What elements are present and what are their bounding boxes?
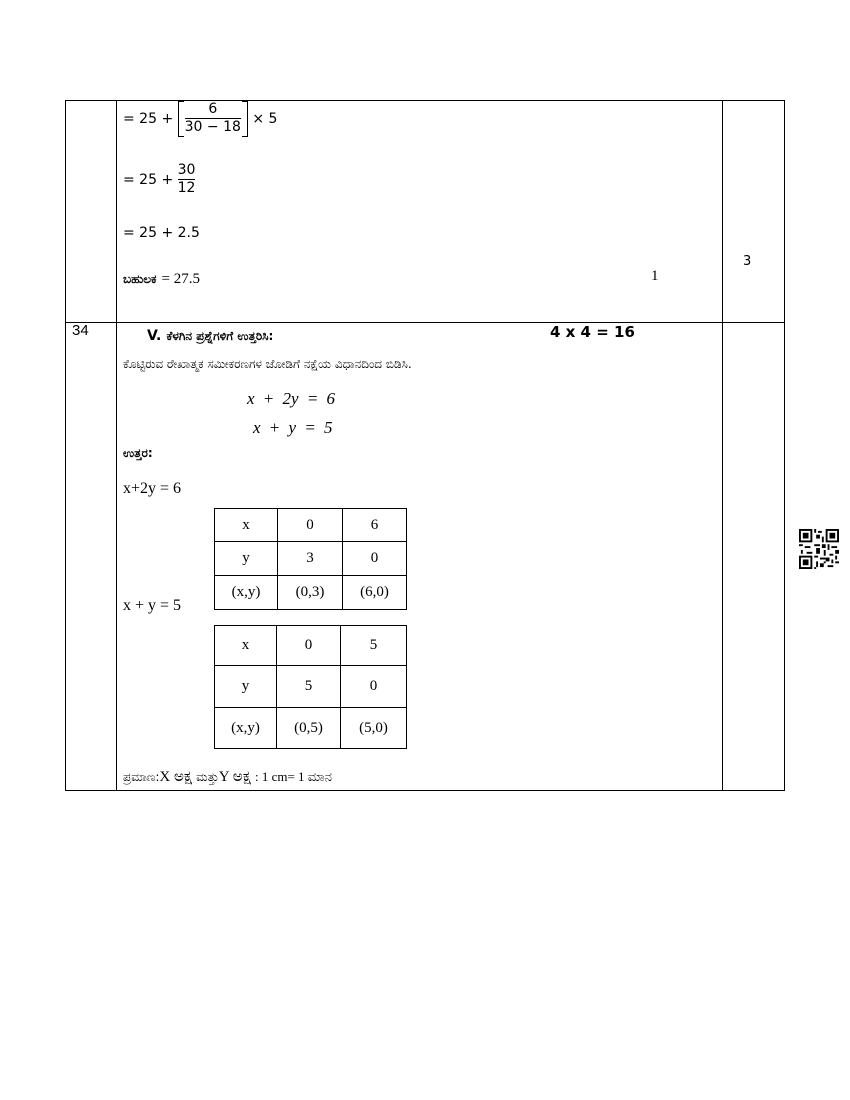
table2-heading: x + y = 5 xyxy=(123,597,182,614)
equation-2: x + y = 5 xyxy=(253,418,333,437)
solution-step-1: = 25 + $\frac{6}{30 - 18}$ × 5 xyxy=(123,101,278,135)
fraction-numerator: 6 xyxy=(208,101,218,117)
table-cell: (0,5) xyxy=(277,708,341,749)
inline-mark: 1 xyxy=(651,268,659,284)
table-cell: (5,0) xyxy=(341,708,407,749)
table-row xyxy=(215,576,407,610)
column-divider-2 xyxy=(722,100,723,791)
table-left-border xyxy=(65,100,66,791)
scale-y-axis: Y ಅಕ್ಷ xyxy=(218,769,251,785)
table-cell: 0 xyxy=(341,666,407,708)
table-right-border xyxy=(784,100,785,791)
table-cell: 3 xyxy=(278,542,343,576)
section-title: ಕೆಳಗಿನ ಪ್ರಶ್ನೆಗಳಿಗೆ ಉತ್ತರಿಸಿ: xyxy=(166,329,274,343)
table-row xyxy=(215,708,407,749)
fraction-numerator: 30 xyxy=(177,162,196,178)
table-cell: y xyxy=(215,542,278,576)
scale-value: : 1 cm= 1 ಮಾನ xyxy=(254,769,332,784)
fraction-denominator: 12 xyxy=(177,180,196,196)
table-cell: 0 xyxy=(343,542,407,576)
table-row xyxy=(215,666,407,708)
table-row xyxy=(215,626,407,666)
fraction-denominator: 30 − 18 xyxy=(184,119,241,135)
table-row xyxy=(215,509,407,542)
value-table-2 xyxy=(214,625,407,749)
table1-heading: x+2y = 6 xyxy=(123,480,182,497)
table-cell: 0 xyxy=(278,509,343,542)
column-divider-1 xyxy=(116,100,117,791)
table-cell: 5 xyxy=(341,626,407,666)
scale-note xyxy=(123,768,332,786)
table-cell: 6 xyxy=(343,509,407,542)
table-cell: x xyxy=(215,626,277,666)
table-cell: (0,3) xyxy=(278,576,343,610)
table-row xyxy=(215,542,407,576)
table-cell: (6,0) xyxy=(343,576,407,610)
scale-and: ಮತ್ತು xyxy=(196,770,219,784)
question-number: 34 xyxy=(72,322,89,339)
total-marks: 3 xyxy=(743,254,752,269)
equation-1: x + 2y = 6 xyxy=(247,389,336,408)
section-heading xyxy=(147,325,273,344)
section-marks: 4 x 4 = 16 xyxy=(550,323,635,341)
table-cell: y xyxy=(215,666,277,708)
solution-step-2: = 25 + $\frac{30}{12}$ xyxy=(123,162,196,196)
table-cell: x xyxy=(215,509,278,542)
table-cell: 0 xyxy=(277,626,341,666)
table-cell: (x,y) xyxy=(215,576,278,610)
scale-label: ಪ್ರಮಾಣ: xyxy=(123,770,160,784)
table-bottom-border xyxy=(65,790,785,791)
value-table-1 xyxy=(214,508,407,610)
mode-label: ಬಹುಲಕ xyxy=(123,272,157,286)
answer-label: ಉತ್ತರ: xyxy=(123,446,153,460)
mode-value: = 27.5 xyxy=(161,271,200,287)
solution-step-3: = 25 + 2.5 xyxy=(123,225,200,241)
section-numeral: V. xyxy=(147,328,162,344)
question-text: ಕೊಟ್ಟಿರುವ ರೇಖಾತ್ಮಕ ಸಮೀಕರಣಗಳ ಜೋಡಿಗೆ ನಕ್ಷೆಯ ವಿಧಾನದಿಂದ ಬಿಡಿಸಿ. xyxy=(123,357,412,371)
qr-code-icon xyxy=(799,529,839,569)
row-divider xyxy=(65,322,785,323)
table-cell: (x,y) xyxy=(215,708,277,749)
scale-x-axis: X ಅಕ್ಷ xyxy=(159,769,193,785)
table-cell: 5 xyxy=(277,666,341,708)
mode-result xyxy=(123,268,200,288)
